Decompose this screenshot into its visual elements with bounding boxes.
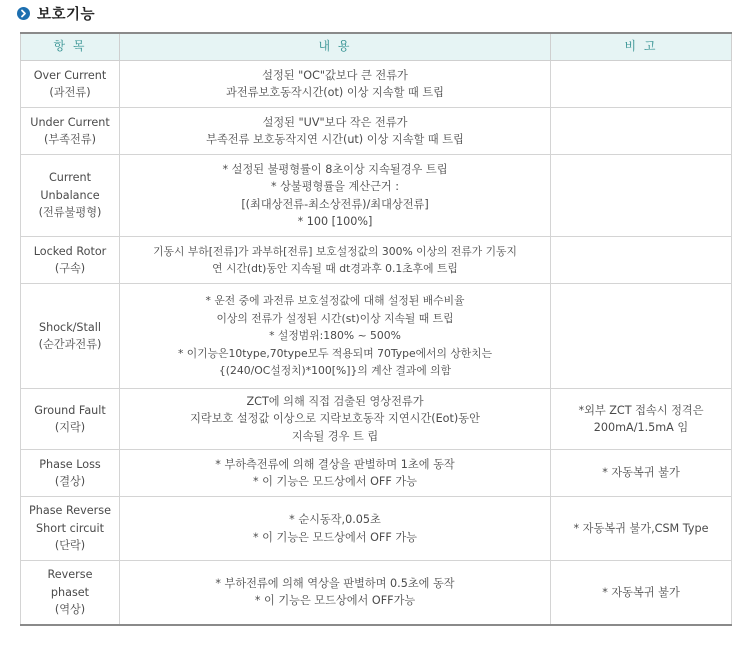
content-line: * 설정범위:180% ~ 500% bbox=[269, 329, 401, 343]
item-line: Under Current bbox=[30, 115, 110, 129]
content-line: 지락보호 설정값 이상으로 지락보호동작 지연시간(Eot)동안 bbox=[190, 412, 480, 426]
section-title: 보호기능 bbox=[37, 6, 96, 23]
item-line: Current bbox=[48, 171, 92, 185]
item-line: Over Current bbox=[33, 68, 107, 82]
content-line: * 100 [100%] bbox=[297, 215, 373, 228]
note-cell bbox=[551, 61, 732, 108]
item-cell bbox=[21, 497, 120, 561]
item-line: phaset bbox=[50, 585, 90, 599]
note-cell bbox=[551, 108, 732, 155]
note-cell bbox=[551, 561, 732, 625]
table-row bbox=[21, 237, 732, 284]
note-cell bbox=[551, 389, 732, 450]
content-line: * 상불평형률을 계산근거 : bbox=[270, 180, 400, 193]
content-cell bbox=[120, 155, 551, 237]
content-cell bbox=[120, 497, 551, 561]
item-line: (지락) bbox=[54, 421, 86, 434]
item-line: Shock/Stall bbox=[39, 320, 101, 334]
item-line: Locked Rotor bbox=[33, 244, 107, 258]
header-content: 내 용 bbox=[120, 33, 551, 61]
content-line: * 설정된 불평형률이 8초이상 지속될경우 트립 bbox=[222, 162, 448, 176]
content-line: * 부하측전류에 의해 결상을 판별하며 1초에 동작 bbox=[215, 457, 455, 471]
content-cell bbox=[120, 237, 551, 284]
note-line: * 자동복귀 불가,CSM Type bbox=[573, 521, 709, 535]
content-cell bbox=[120, 389, 551, 450]
content-cell bbox=[120, 450, 551, 497]
content-line: [(최대상전류-최소상전류)/최대상전류] bbox=[241, 197, 429, 211]
item-cell bbox=[21, 561, 120, 625]
table-row bbox=[21, 108, 732, 155]
content-line: * 이 기능은 모드상에서 OFF 가능 bbox=[253, 475, 417, 488]
note-line: * 자동복귀 불가 bbox=[602, 466, 680, 480]
item-line: (순간과전류) bbox=[38, 338, 102, 351]
header-item: 항 목 bbox=[21, 33, 120, 61]
table-row bbox=[21, 155, 732, 237]
item-cell bbox=[21, 108, 120, 155]
protection-table bbox=[20, 32, 732, 626]
content-line: 기동시 부하[전류]가 과부하[전류] 보호설정값의 300% 이상의 전류가 기동지 bbox=[153, 244, 517, 258]
content-cell bbox=[120, 284, 551, 389]
note-cell bbox=[551, 284, 732, 389]
content-line: 과전류보호동작시간(ot) 이상 지속할 때 트립 bbox=[226, 86, 444, 99]
content-line: * 이 기능은 모드상에서 OFF가능 bbox=[254, 594, 416, 608]
content-line: 설정된 "UV"보다 작은 전류가 bbox=[262, 115, 408, 129]
item-line: (역상) bbox=[54, 603, 86, 616]
table-row bbox=[21, 561, 732, 625]
item-cell bbox=[21, 389, 120, 450]
item-cell bbox=[21, 237, 120, 284]
table-header-row bbox=[21, 33, 732, 61]
content-line: 부족전류 보호동작지연 시간(ut) 이상 지속할 때 트립 bbox=[206, 133, 464, 146]
item-cell bbox=[21, 284, 120, 389]
content-line: 지속될 경우 트 립 bbox=[291, 429, 379, 443]
circle-chevron-right-icon bbox=[17, 7, 30, 20]
table-row bbox=[21, 389, 732, 450]
note-line: *외부 ZCT 접속시 정격은 bbox=[578, 403, 704, 417]
content-line: * 부하전류에 의해 역상을 판별하며 0.5초에 동작 bbox=[215, 576, 455, 590]
content-line: * 순시동작,0.05초 bbox=[289, 513, 381, 526]
content-line: * 이기능은10type,70type모두 적용되며 70Type에서의 상한치는 bbox=[177, 346, 493, 360]
content-line: 설정된 "OC"값보다 큰 전류가 bbox=[262, 68, 408, 82]
item-line: (부족전류) bbox=[44, 133, 96, 146]
table-row bbox=[21, 450, 732, 497]
content-cell bbox=[120, 61, 551, 108]
content-line: 이상의 전류가 설정된 시간(st)이상 지속될 때 트립 bbox=[216, 311, 454, 325]
table-row bbox=[21, 61, 732, 108]
content-line: ZCT에 의해 직접 검출된 영상전류가 bbox=[246, 394, 424, 408]
item-line: Reverse bbox=[47, 568, 93, 581]
item-line: (결상) bbox=[54, 475, 86, 488]
item-line: (단락) bbox=[54, 539, 86, 553]
item-line: (구속) bbox=[54, 262, 86, 275]
content-line: * 이 기능은 모드상에서 OFF 가능 bbox=[253, 530, 417, 544]
item-cell bbox=[21, 450, 120, 497]
note-cell bbox=[551, 237, 732, 284]
table-row bbox=[21, 284, 732, 389]
note-cell bbox=[551, 450, 732, 497]
item-line: Short circuit bbox=[36, 521, 104, 535]
note-cell bbox=[551, 497, 732, 561]
item-line: Ground Fault bbox=[34, 403, 106, 417]
item-line: (과전류) bbox=[49, 86, 91, 99]
content-cell bbox=[120, 561, 551, 625]
item-cell bbox=[21, 61, 120, 108]
item-line: Phase Loss bbox=[39, 457, 101, 471]
item-line: Unbalance bbox=[40, 188, 100, 202]
section-heading bbox=[17, 3, 95, 23]
content-line: * 운전 중에 과전류 보호설정값에 대해 설정된 배수비율 bbox=[205, 294, 465, 308]
note-cell bbox=[551, 155, 732, 237]
header-note: 비 고 bbox=[551, 33, 732, 61]
note-line: 200mA/1.5mA 임 bbox=[593, 421, 689, 434]
content-cell bbox=[120, 108, 551, 155]
content-line: 연 시간(dt)동안 지속될 때 dt경과후 0.1초후에 트립 bbox=[212, 262, 458, 275]
item-line: Phase Reverse bbox=[29, 504, 111, 518]
item-line: (전류불평형) bbox=[38, 206, 102, 220]
item-cell bbox=[21, 155, 120, 237]
content-line: {(240/OC설정치)*100[%]}의 계산 결과에 의함 bbox=[218, 364, 452, 378]
table-row bbox=[21, 497, 732, 561]
note-line: * 자동복귀 불가 bbox=[602, 585, 680, 599]
